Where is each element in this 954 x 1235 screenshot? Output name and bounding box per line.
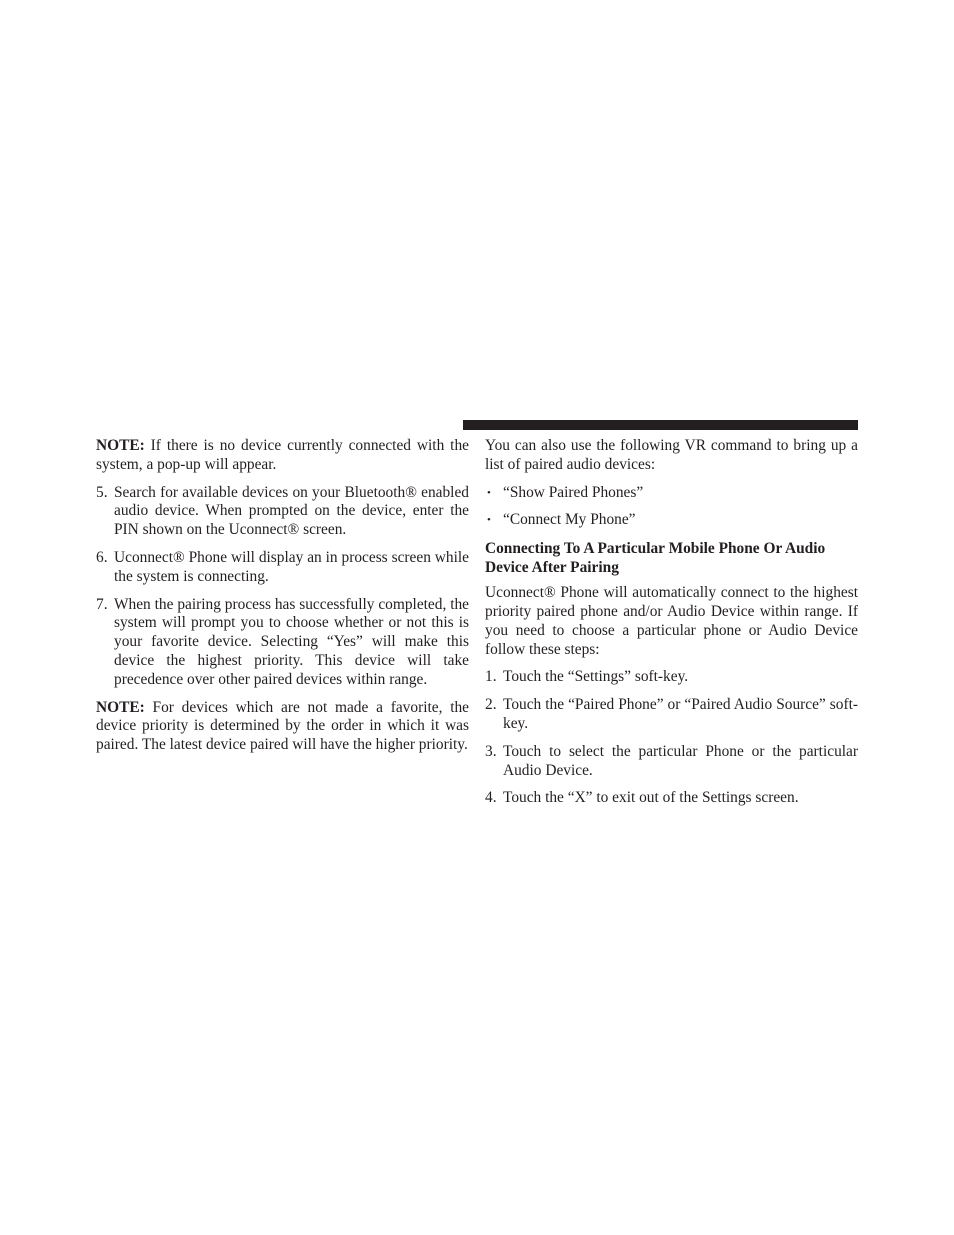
list-item [485, 484, 858, 503]
note-text: If there is no device currently connected with the system, a pop-up will appear. [96, 437, 469, 473]
left-column [96, 437, 469, 764]
section-heading: Connecting To A Particular Mobile Phone Or Audio Device After Pairing [485, 540, 826, 577]
body-paragraph: Uconnect® Phone will automatically connect to the highest priority paired phone and/or Audio Device within range. If you need to choose a particular phone or Audio Device follow these steps: [485, 584, 858, 658]
step-text: Uconnect® Phone will display an in process screen while the system is connecting. [114, 548, 469, 585]
note-label: NOTE: [96, 698, 145, 716]
note-text: For devices which are not made a favorite, the device priority is determined by the order in which it was paired. The latest device paired will have the higher priority. [96, 698, 469, 754]
list-item [96, 596, 469, 690]
step-text: Search for available devices on your Bluetooth® enabled audio device. When prompted on the device, enter the PIN shown on the Uconnect® screen. [114, 483, 469, 539]
vr-command: “Show Paired Phones” [503, 483, 644, 501]
step-number: 4. [485, 789, 497, 807]
step-number: 2. [485, 696, 497, 714]
list-item [96, 484, 469, 540]
steps-list [96, 484, 469, 690]
note-label: NOTE: [96, 437, 145, 454]
note-paragraph [96, 699, 469, 755]
bullet-icon: • [487, 486, 491, 499]
list-item [485, 668, 858, 687]
step-number: 1. [485, 668, 497, 686]
step-text: When the pairing process has successfully completed, the system will prompt you to choose whether or not this is your favorite device. Selecting “Yes” will make this device the highest priority. This device will take precedence over other paired devices within range. [114, 595, 469, 688]
step-text: Touch the “Settings” soft-key. [503, 668, 689, 686]
step-number: 3. [485, 742, 497, 760]
list-item [485, 511, 858, 530]
bullet-icon: • [487, 514, 491, 527]
list-item [485, 743, 858, 781]
right-column [485, 437, 858, 817]
section-rule-bar [463, 420, 858, 430]
list-item [96, 549, 469, 587]
vr-command-list [485, 484, 858, 531]
steps-list [485, 668, 858, 808]
list-item [485, 789, 858, 808]
step-number: 7. [96, 595, 108, 613]
list-item [485, 696, 858, 734]
step-text: Touch the “Paired Phone” or “Paired Audio Source” soft-key. [503, 696, 858, 732]
note-paragraph [96, 437, 469, 475]
step-number: 5. [96, 483, 108, 501]
step-number: 6. [96, 548, 108, 566]
step-text: Touch the “X” to exit out of the Settings screen. [503, 789, 799, 807]
vr-command: “Connect My Phone” [503, 511, 636, 529]
step-text: Touch to select the particular Phone or the particular Audio Device. [503, 742, 858, 779]
intro-paragraph: You can also use the following VR command to bring up a list of paired audio devices: [485, 437, 858, 473]
